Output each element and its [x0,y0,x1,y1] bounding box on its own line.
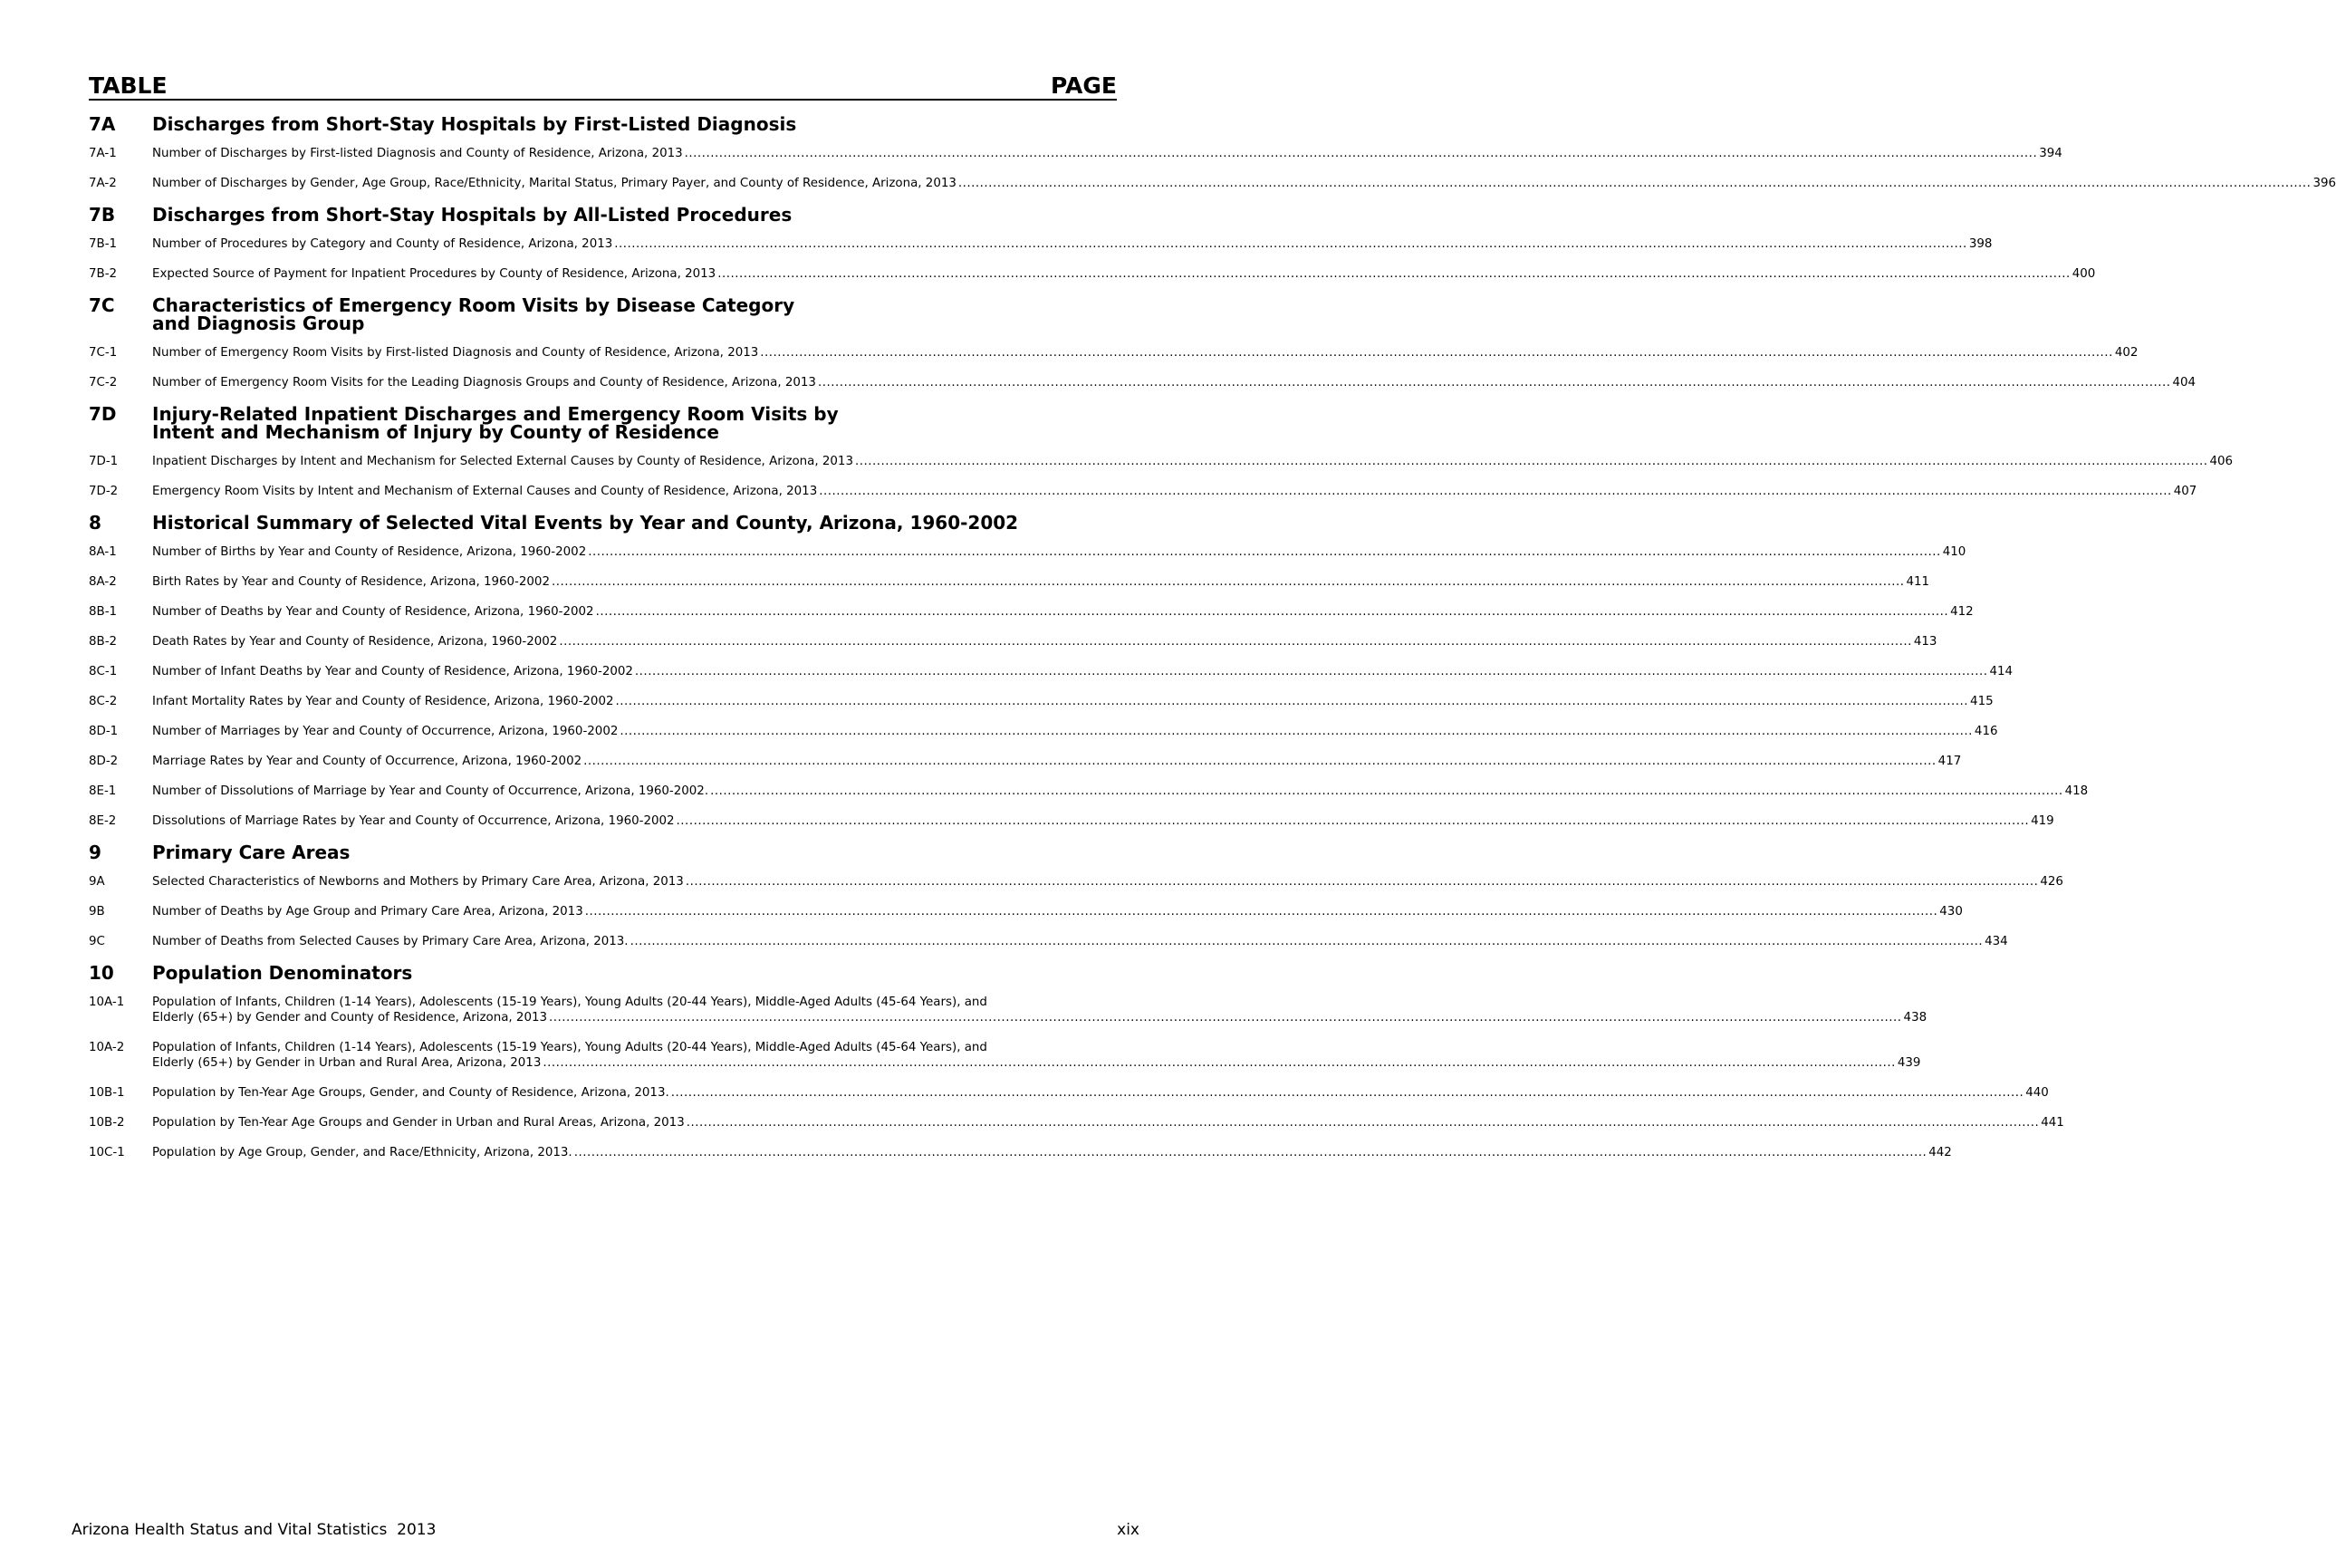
entry-title: Number of Deaths by Age Group and Primary Care Area, Arizona, 2013 [152,905,583,919]
section-heading [89,206,1117,224]
entry-page-number: 394 [2039,147,2062,160]
section-title-line: and Diagnosis Group [152,313,365,334]
toc-entry[interactable] [89,754,1962,769]
entry-title: Number of Discharges by Gender, Age Group, Race/Ethnicity, Marital Status, Primary Payer, and County of Residence, Arizona, 2013 [152,177,957,190]
entry-page-number: 412 [1950,605,1974,619]
entry-leader-line [152,694,1994,709]
entry-body [152,664,2013,679]
toc-entry[interactable] [89,544,1966,560]
entry-title: Number of Births by Year and County of Residence, Arizona, 1960-2002 [152,545,587,559]
entry-leader-line [152,544,1966,560]
entry-code: 8A-1 [89,545,117,559]
toc-entry[interactable] [89,236,1993,252]
entry-page-number: 438 [1903,1011,1927,1024]
entry-page-number: 434 [1985,935,2008,948]
section-title-line: Historical Summary of Selected Vital Events by Year and County, Arizona, 1960-2002 [152,512,1019,534]
toc-entry[interactable] [89,1085,2049,1101]
entry-body [152,1085,2049,1101]
entry-body [152,995,1927,1025]
entry-body [152,345,2138,361]
entry-title: Number of Marriages by Year and County of Occurrence, Arizona, 1960-2002 [152,725,619,738]
section-title-line: Injury-Related Inpatient Discharges and Emergency Room Visits by [152,403,839,425]
entry-leader-line [152,874,2063,890]
dot-leader [686,874,2039,890]
dot-leader [958,176,2312,191]
entry-body [152,694,1994,709]
entry-body [152,634,1937,649]
entry-code: 8A-2 [89,575,117,589]
entry-code: 9B [89,905,105,919]
entry-code: 7A-1 [89,147,117,160]
section-title [152,405,839,441]
entry-title-line: Population of Infants, Children (1-14 Years), Adolescents (15-19 Years), Young Adults (20-44 Years), Middle-Aged Adults (45-64 Years), and [152,1041,987,1054]
entry-leader-line [152,176,2336,191]
entry-page-number: 415 [1970,695,1994,708]
entry-code: 9C [89,935,105,948]
dot-leader [588,544,1941,560]
entry-page-number: 418 [2064,784,2089,798]
entry-body [152,934,2008,949]
section-title [152,514,1018,532]
section-code: 7B [89,204,116,226]
toc-entry[interactable] [89,146,2062,161]
section-heading [89,115,1117,133]
entry-body [152,544,1966,560]
toc-entry[interactable] [89,345,2139,361]
entry-leader-line [152,236,1992,252]
entry-title-line: Population of Infants, Children (1-14 Years), Adolescents (15-19 Years), Young Adults (20-44 Years), Middle-Aged Adults (45-64 Years), and [152,996,987,1009]
entry-page-number: 441 [2041,1116,2064,1130]
entry-leader-line [152,724,1997,739]
entry-leader-line [152,934,2008,949]
entry-page-number: 430 [1939,905,1963,919]
page-column-heading: PAGE [1051,72,1117,99]
dot-leader [819,484,2172,499]
entry-title: Infant Mortality Rates by Year and County of Residence, Arizona, 1960-2002 [152,695,614,708]
entry-page-number: 413 [1913,635,1937,649]
toc-entry[interactable] [89,1040,1921,1071]
entry-title: Number of Procedures by Category and County of Residence, Arizona, 2013 [152,237,613,251]
entry-title: Expected Source of Payment for Inpatient Procedures by County of Residence, Arizona, 2013 [152,267,716,281]
entry-page-number: 402 [2114,346,2139,360]
entry-body [152,266,2095,282]
page-footer [72,1521,1139,1539]
toc-entry[interactable] [89,484,2197,499]
entry-body [152,236,1992,252]
entry-leader-line [152,345,2138,361]
entry-title: Population by Ten-Year Age Groups, Gender, and County of Residence, Arizona, 2013. [152,1086,669,1100]
dot-leader [717,266,2071,282]
entry-code: 7C-1 [89,346,118,360]
dot-leader [630,934,1984,949]
entry-code: 10C-1 [89,1146,125,1159]
entry-page-number: 419 [2031,814,2054,828]
toc-entry[interactable] [89,694,1994,709]
entry-code: 7D-1 [89,455,119,468]
entry-code: 8B-1 [89,605,118,619]
toc-entry[interactable] [89,176,2336,191]
dot-leader [855,454,2208,469]
entry-page-number: 406 [2209,455,2234,468]
entry-leader-line [152,754,1961,769]
toc-entry[interactable] [89,1145,1952,1160]
dot-leader [687,1115,2040,1130]
entry-page-number: 404 [2172,376,2197,390]
entry-title: Birth Rates by Year and County of Residence, Arizona, 1960-2002 [152,575,550,589]
entry-code: 10B-2 [89,1116,125,1130]
entry-leader-line [152,664,2013,679]
toc-entry[interactable] [89,874,2063,890]
toc-entry[interactable] [89,375,2197,390]
entry-body [152,904,1963,919]
entry-page-number: 416 [1974,725,1998,738]
dot-leader [818,375,2171,390]
entry-title: Number of Dissolutions of Marriage by Year and County of Occurrence, Arizona, 1960-2002. [152,784,709,798]
section-title-line: Characteristics of Emergency Room Visits by Disease Category [152,294,795,316]
entry-title: Population by Age Group, Gender, and Race/Ethnicity, Arizona, 2013. [152,1146,572,1159]
entry-title: Population by Ten-Year Age Groups and Gender in Urban and Rural Areas, Arizona, 2013 [152,1116,685,1130]
entry-leader-line [152,454,2233,469]
section-title-line: Intent and Mechanism of Injury by County of Residence [152,421,719,443]
table-of-contents [89,72,2336,1175]
dot-leader [552,574,1905,590]
entry-page-number: 411 [1906,575,1930,589]
dot-leader [685,146,2038,161]
section-heading [89,843,1117,861]
entry-code: 9A [89,875,105,889]
section-title [152,296,794,332]
toc-entry[interactable] [89,604,1974,620]
section-title [152,206,792,224]
entry-code: 7B-2 [89,267,118,281]
dot-leader [543,1055,1896,1071]
entry-leader-line [152,1010,1927,1025]
entry-title: Inpatient Discharges by Intent and Mechanism for Selected External Causes by County of Residence, Arizona, 2013 [152,455,853,468]
dot-leader [677,813,2030,829]
dot-leader [549,1010,1902,1025]
entry-page-number: 410 [1942,545,1966,559]
dot-leader [616,694,1969,709]
entry-leader-line [152,1055,1920,1071]
entry-code: 8D-2 [89,755,119,768]
toc-header [89,74,1117,101]
section-code: 7D [89,403,117,425]
entry-body [152,1040,1920,1071]
footer-page-number: xix [1117,1521,1139,1539]
entry-page-number: 440 [2025,1086,2049,1100]
toc-entry[interactable] [89,724,1998,739]
entry-body [152,574,1929,590]
table-column-heading: TABLE [89,72,168,99]
section-code: 8 [89,512,101,534]
toc-entry[interactable] [89,664,2014,679]
entry-page-number: 417 [1937,755,1962,768]
entry-title: Elderly (65+) by Gender and County of Residence, Arizona, 2013 [152,1011,547,1024]
entry-title: Selected Characteristics of Newborns and Mothers by Primary Care Area, Arizona, 2013 [152,875,684,889]
section-title-line: Discharges from Short-Stay Hospitals by First-Listed Diagnosis [152,113,797,135]
section-title-line: Discharges from Short-Stay Hospitals by All-Listed Procedures [152,204,793,226]
dot-leader [614,236,1967,252]
section-heading [89,405,1117,441]
entry-body [152,484,2197,499]
entry-leader-line [152,574,1929,590]
entry-body [152,176,2336,191]
entry-page-number: 414 [1989,665,2014,678]
toc-entry[interactable] [89,266,2096,282]
section-code: 7C [89,294,115,316]
entry-body [152,813,2054,829]
section-title-line: Population Denominators [152,962,413,984]
entry-page-number: 407 [2173,485,2197,498]
toc-entry[interactable] [89,634,1937,649]
entry-code: 7A-2 [89,177,117,190]
toc-entry[interactable] [89,934,2008,949]
toc-list [89,113,2336,1160]
entry-code: 8B-2 [89,635,118,649]
entry-leader-line [152,1145,1952,1160]
dot-leader [760,345,2113,361]
dot-leader [559,634,1912,649]
toc-entry[interactable] [89,904,1963,919]
entry-body [152,375,2196,390]
dot-leader [635,664,1988,679]
entry-title: Emergency Room Visits by Intent and Mechanism of External Causes and County of Residence, Arizona, 2013 [152,485,818,498]
toc-entry[interactable] [89,1115,2064,1130]
entry-leader-line [152,146,2062,161]
entry-code: 7D-2 [89,485,119,498]
entry-body [152,784,2088,799]
entry-title: Number of Deaths from Selected Causes by Primary Care Area, Arizona, 2013. [152,935,629,948]
entry-code: 8E-2 [89,814,117,828]
toc-entry[interactable] [89,784,2089,799]
entry-body [152,604,1974,620]
entry-body [152,724,1997,739]
entry-code: 7C-2 [89,376,118,390]
entry-title: Death Rates by Year and County of Residence, Arizona, 1960-2002 [152,635,558,649]
dot-leader [574,1145,1927,1160]
entry-title: Dissolutions of Marriage Rates by Year and County of Occurrence, Arizona, 1960-2002 [152,814,675,828]
entry-title: Number of Emergency Room Visits for the Leading Diagnosis Groups and County of Residence, Arizona, 2013 [152,376,816,390]
entry-leader-line [152,266,2095,282]
entry-body [152,1145,1952,1160]
entry-page-number: 442 [1928,1146,1952,1159]
entry-page-number: 398 [1968,237,1993,251]
entry-leader-line [152,784,2088,799]
section-heading [89,514,1117,532]
entry-title: Marriage Rates by Year and County of Occurrence, Arizona, 1960-2002 [152,755,582,768]
entry-title: Number of Infant Deaths by Year and County of Residence, Arizona, 1960-2002 [152,665,633,678]
entry-code: 8E-1 [89,784,117,798]
section-title-line: Primary Care Areas [152,842,351,863]
section-heading [89,296,1117,332]
entry-code: 7B-1 [89,237,118,251]
entry-code: 10B-1 [89,1086,125,1100]
entry-body [152,146,2062,161]
entry-page-number: 396 [2312,177,2336,190]
entry-page-number: 426 [2040,875,2063,889]
entry-title: Number of Deaths by Year and County of Residence, Arizona, 1960-2002 [152,605,594,619]
entry-leader-line [152,904,1963,919]
section-title [152,115,796,133]
toc-entry[interactable] [89,995,1927,1025]
section-code: 10 [89,962,114,984]
entry-leader-line [152,1085,2049,1101]
entry-body [152,1115,2064,1130]
entry-page-number: 439 [1897,1056,1921,1070]
section-title [152,964,412,982]
entry-leader-line [152,484,2197,499]
toc-entry[interactable] [89,454,2234,469]
entry-code: 8C-1 [89,665,118,678]
entry-code: 8C-2 [89,695,118,708]
entry-page-number: 400 [2072,267,2096,281]
entry-code: 10A-2 [89,1041,125,1054]
entry-code: 8D-1 [89,725,119,738]
entry-code: 10A-1 [89,996,125,1009]
entry-leader-line [152,1115,2064,1130]
entry-body [152,454,2233,469]
entry-title: Elderly (65+) by Gender in Urban and Rural Area, Arizona, 2013 [152,1056,542,1070]
footer-publication-title: Arizona Health Status and Vital Statistics 2013 [72,1521,437,1539]
toc-entry[interactable] [89,574,1930,590]
dot-leader [620,724,1973,739]
dot-leader [583,754,1937,769]
entry-leader-line [152,604,1974,620]
entry-leader-line [152,634,1937,649]
entry-body [152,754,1961,769]
section-heading [89,964,1117,982]
section-title [152,843,350,861]
toc-entry[interactable] [89,813,2054,829]
entry-leader-line [152,375,2196,390]
dot-leader [596,604,1949,620]
entry-title: Number of Emergency Room Visits by First-listed Diagnosis and County of Residence, Arizona, 2013 [152,346,759,360]
dot-leader [671,1085,2024,1101]
dot-leader [710,784,2063,799]
entry-leader-line [152,813,2054,829]
section-code: 7A [89,113,116,135]
entry-title: Number of Discharges by First-listed Diagnosis and County of Residence, Arizona, 2013 [152,147,683,160]
entry-body [152,874,2063,890]
dot-leader [585,904,1938,919]
section-code: 9 [89,842,101,863]
